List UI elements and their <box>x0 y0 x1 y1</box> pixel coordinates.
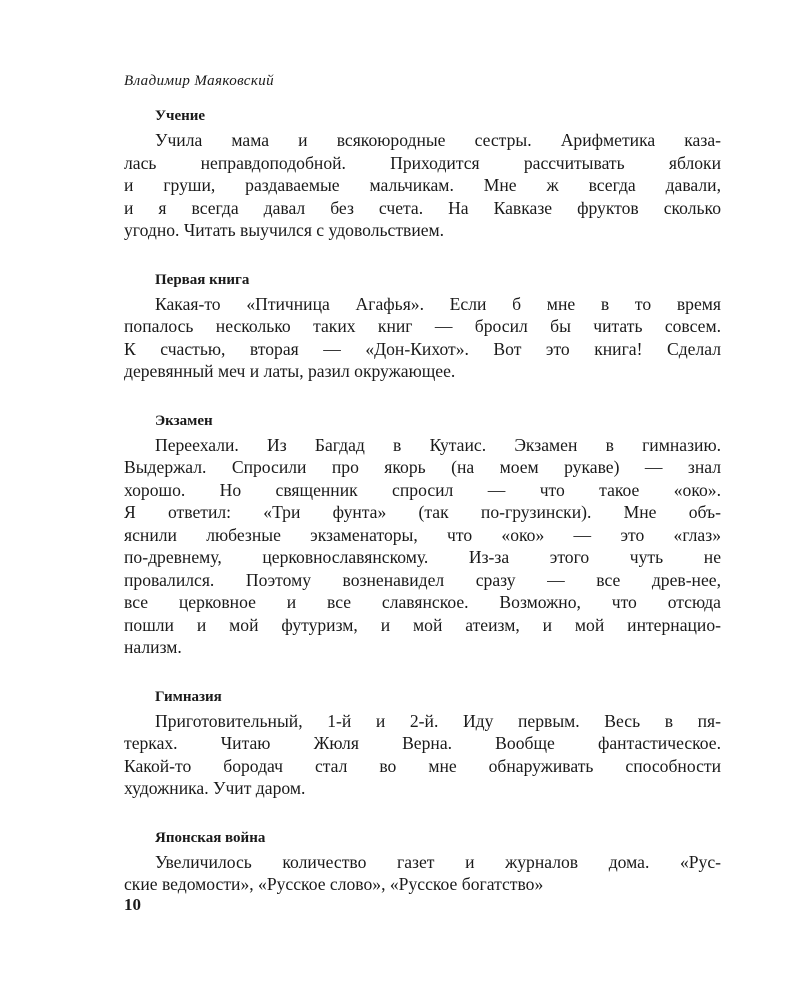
text-line: попалось несколько таких книг — бросил бы читать совсем. <box>124 316 721 336</box>
text-line: Я ответил: «Три фунта» (так по-грузински). Мне объ- <box>124 502 721 522</box>
text-line: Учила мама и всякоюродные сестры. Арифметика каза- <box>155 130 721 150</box>
text-line: художника. Учит даром. <box>124 778 306 798</box>
text-line: Выдержал. Спросили про якорь (на моем рукаве) — знал <box>124 457 721 477</box>
section-title: Учение <box>155 108 206 124</box>
section <box>124 827 721 896</box>
text-line: Приготовительный, 1-й и 2-й. Иду первым. Весь в пя- <box>155 710 721 731</box>
section <box>124 410 721 659</box>
text-line: Увеличилось количество газет и журналов дома. «Рус- <box>155 851 721 872</box>
section <box>124 686 721 800</box>
section-body <box>124 293 721 383</box>
section-title: Гимназия <box>155 688 222 705</box>
section <box>124 269 721 383</box>
text-line: терках. Читаю Жюля Верна. Вообще фантастическое. <box>124 733 721 753</box>
section-body <box>124 434 721 659</box>
text-line: и я всегда давал без счета. На Кавказе фруктов сколько <box>124 197 721 218</box>
text-line: яснили любезные экзаменаторы, что «око» — это «глаз» <box>124 524 721 545</box>
text-line: хорошо. Но священник спросил — что такое «око». <box>124 479 721 500</box>
text-line: К счастью, вторая — «Дон-Кихот». Вот это книга! Сделал <box>124 338 721 359</box>
text-line: провалился. Поэтому возненавидел сразу — все древ-нее, <box>124 569 721 590</box>
text-line: Переехали. Из Багдад в Кутаис. Экзамен в гимназию. <box>155 434 721 455</box>
page-number: 10 <box>124 895 141 914</box>
section-title: Первая книга <box>155 271 250 288</box>
text-line: Какая-то «Птичница Агафья». Если б мне в то время <box>155 293 721 314</box>
text-line: деревянный меч и латы, разил окружающее. <box>124 361 456 381</box>
section <box>124 105 721 242</box>
section-body <box>124 851 721 896</box>
section-body <box>124 129 721 242</box>
text-line: по-древнему, церковнославянскому. Из-за этого чуть не <box>124 547 721 567</box>
text-line: Какой-то бородач стал во мне обнаруживать способности <box>124 755 721 776</box>
text-line: ские ведомости», «Русское слово», «Русское богатство» <box>124 874 544 894</box>
section-body <box>124 710 721 800</box>
text-line: лась неправдоподобной. Приходится рассчитывать яблоки <box>124 152 721 173</box>
text-line: угодно. Читать выучился с удовольствием. <box>124 220 445 240</box>
running-head: Владимир Маяковский <box>124 73 275 89</box>
text-line: пошли и мой футуризм, и мой атеизм, и мой интернацио- <box>124 614 721 635</box>
section-title: Японская война <box>155 829 266 846</box>
text-block <box>124 105 721 923</box>
text-line: и груши, раздаваемые мальчикам. Мне ж всегда давали, <box>124 175 721 195</box>
text-line: нализм. <box>124 637 182 657</box>
text-line: все церковное и все славянское. Возможно, что отсюда <box>124 592 721 612</box>
section-title: Экзамен <box>155 412 213 429</box>
